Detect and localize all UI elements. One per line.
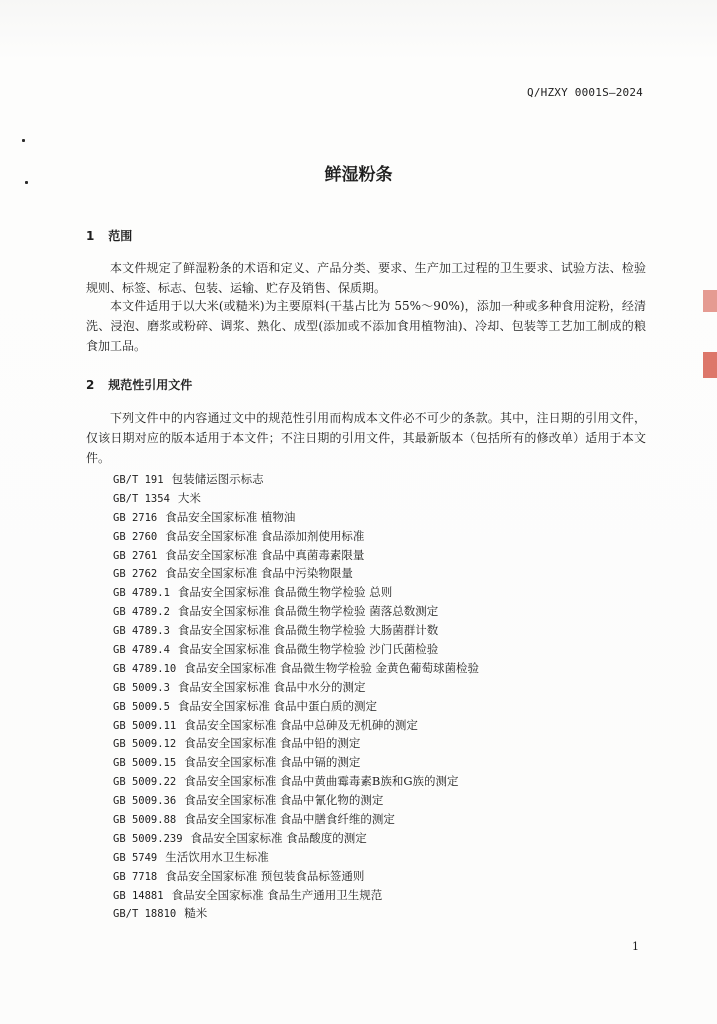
section-title: 规范性引用文件 — [108, 378, 193, 392]
reference-title: 生活饮用水卫生标准 — [165, 849, 269, 864]
reference-title: 食品安全国家标准 预包装食品标签通则 — [165, 868, 365, 883]
references-intro: 下列文件中的内容通过文中的规范性引用而构成本文件必不可少的条款。其中，注日期的引用文件，仅该日期对应的版本适用于本文件；不注日期的引用文件，其最新版本（包括所有的修改单）适用于本文件。 — [86, 411, 646, 465]
reference-title: 食品安全国家标准 食品生产通用卫生规范 — [171, 887, 383, 902]
reference-code: GB 5009.11 — [113, 719, 177, 732]
reference-item — [113, 659, 479, 678]
reference-item — [113, 470, 479, 489]
reference-code: GB 5009.3 — [113, 681, 170, 694]
reference-item — [113, 753, 479, 772]
scope-paragraph-2: 本文件适用于以大米(或糙米)为主要原料(干基占比为 55%～90%)，添加一种或多种食用淀粉，经清洗、浸泡、磨浆或粉碎、调浆、熟化、成型(添加或不添加食用植物油)、冷却、包装等工艺加工制成的粮食加工品。 — [86, 299, 646, 353]
reference-item — [113, 508, 479, 527]
reference-item — [113, 904, 479, 923]
reference-item — [113, 829, 479, 848]
reference-title: 包装储运图示标志 — [171, 472, 264, 486]
reference-item — [113, 734, 479, 753]
reference-code: GB 4789.1 — [113, 587, 170, 600]
reference-title: 食品安全国家标准 食品中氰化物的测定 — [184, 793, 384, 808]
reference-code: GB 5009.5 — [113, 700, 170, 713]
reference-title: 食品安全国家标准 食品微生物学检验 总则 — [177, 585, 393, 600]
reference-item — [113, 640, 479, 659]
reference-code: GB 4789.2 — [113, 606, 170, 619]
section-2-heading — [86, 376, 192, 393]
page-number: 1 — [632, 940, 639, 953]
reference-code: GB 5009.239 — [113, 832, 183, 845]
reference-item — [113, 621, 479, 640]
reference-code: GB 7718 — [113, 870, 158, 883]
document-title: 鲜湿粉条 — [324, 165, 393, 185]
reference-item — [113, 546, 479, 565]
reference-item — [113, 867, 479, 886]
reference-item — [113, 848, 479, 867]
reference-code: GB 4789.3 — [113, 625, 170, 638]
reference-title: 食品安全国家标准 食品中黄曲霉毒素B族和G族的测定 — [184, 774, 459, 789]
reference-title: 食品安全国家标准 食品中总砷及无机砷的测定 — [184, 717, 418, 732]
reference-item — [113, 772, 479, 791]
scan-speck — [22, 139, 25, 142]
reference-item — [113, 886, 479, 905]
reference-title: 食品安全国家标准 食品微生物学检验 大肠菌群计数 — [177, 623, 439, 638]
reference-code: GB 5749 — [113, 851, 158, 864]
reference-item — [113, 697, 479, 716]
scope-paragraph-1: 本文件规定了鲜湿粉条的术语和定义、产品分类、要求、生产加工过程的卫生要求、试验方法、检验规则、标签、标志、包装、运输、贮存及销售、保质期。 — [86, 261, 646, 295]
reference-title: 食品安全国家标准 植物油 — [165, 509, 296, 524]
reference-title: 食品安全国家标准 食品添加剂使用标准 — [165, 528, 365, 543]
standard-code: Q/HZXY 0001S—2024 — [527, 86, 643, 99]
reference-item — [113, 716, 479, 735]
reference-title: 食品安全国家标准 食品微生物学检验 菌落总数测定 — [177, 604, 439, 619]
reference-code: GB 4789.10 — [113, 662, 177, 675]
reference-code: GB 5009.36 — [113, 795, 177, 808]
reference-title: 食品安全国家标准 食品微生物学检验 金黄色葡萄球菌检验 — [184, 660, 480, 675]
reference-title: 食品安全国家标准 食品中蛋白质的测定 — [177, 698, 378, 713]
reference-item — [113, 791, 479, 810]
reference-item — [113, 564, 479, 583]
reference-code: GB 5009.15 — [113, 757, 177, 770]
reference-title: 食品安全国家标准 食品中铅的测定 — [184, 736, 361, 751]
reference-code: GB 4789.4 — [113, 644, 170, 657]
reference-list — [113, 470, 479, 923]
reference-item — [113, 602, 479, 621]
section-number: 1 — [86, 229, 95, 243]
section-number: 2 — [86, 378, 95, 392]
reference-code: GB 2761 — [113, 549, 158, 562]
reference-title: 大米 — [177, 490, 201, 505]
reference-title: 食品安全国家标准 食品中真菌毒素限量 — [165, 547, 365, 562]
reference-code: GB 5009.22 — [113, 776, 177, 789]
reference-title: 食品安全国家标准 食品中污染物限量 — [165, 566, 353, 581]
reference-item — [113, 489, 479, 508]
edge-stamp-mark — [703, 352, 717, 378]
reference-code: GB/T 191 — [113, 474, 164, 486]
reference-code: GB/T 1354 — [113, 492, 170, 505]
reference-title: 食品安全国家标准 食品微生物学检验 沙门氏菌检验 — [177, 642, 439, 657]
reference-code: GB 2762 — [113, 568, 158, 581]
reference-code: GB/T 18810 — [113, 908, 177, 921]
reference-item — [113, 678, 479, 697]
reference-title: 糙米 — [184, 906, 208, 921]
reference-title: 食品安全国家标准 食品中膳食纤维的测定 — [184, 812, 395, 827]
section-title: 范围 — [108, 229, 133, 243]
reference-code: GB 2760 — [113, 530, 158, 543]
reference-item — [113, 810, 479, 829]
section-1-heading — [86, 227, 132, 244]
reference-item — [113, 583, 479, 602]
edge-stamp-mark — [703, 290, 717, 312]
reference-title: 食品安全国家标准 食品酸度的测定 — [190, 830, 367, 845]
reference-title: 食品安全国家标准 食品中镉的测定 — [184, 755, 361, 770]
reference-item — [113, 527, 479, 546]
reference-code: GB 5009.12 — [113, 738, 177, 751]
reference-code: GB 14881 — [113, 889, 164, 902]
reference-title: 食品安全国家标准 食品中水分的测定 — [177, 679, 366, 694]
reference-code: GB 2716 — [113, 511, 158, 524]
reference-code: GB 5009.88 — [113, 814, 177, 827]
